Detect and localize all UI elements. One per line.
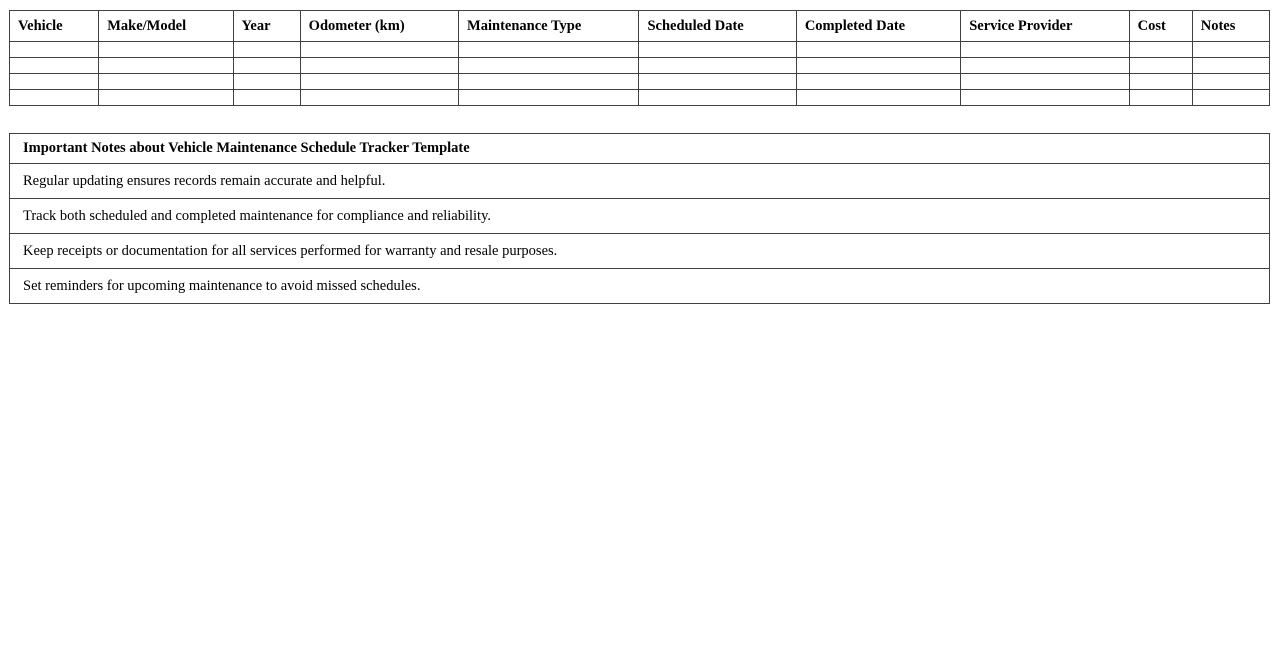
cell-vehicle[interactable] bbox=[10, 90, 99, 106]
note-item-1: Regular updating ensures records remain accurate and helpful. bbox=[10, 164, 1270, 199]
note-item-4: Set reminders for upcoming maintenance to avoid missed schedules. bbox=[10, 269, 1270, 304]
cell-notes[interactable] bbox=[1192, 90, 1269, 106]
cell-odometer[interactable] bbox=[300, 42, 458, 58]
cell-make-model[interactable] bbox=[99, 42, 233, 58]
cell-scheduled-date[interactable] bbox=[639, 90, 796, 106]
cell-notes[interactable] bbox=[1192, 42, 1269, 58]
cell-make-model[interactable] bbox=[99, 90, 233, 106]
list-item bbox=[10, 269, 1270, 304]
cell-service-provider[interactable] bbox=[961, 74, 1129, 90]
cell-year[interactable] bbox=[233, 74, 300, 90]
cell-notes[interactable] bbox=[1192, 58, 1269, 74]
column-header-service-provider: Service Provider bbox=[961, 11, 1129, 42]
cell-year[interactable] bbox=[233, 58, 300, 74]
column-header-year: Year bbox=[233, 11, 300, 42]
cell-odometer[interactable] bbox=[300, 90, 458, 106]
cell-vehicle[interactable] bbox=[10, 42, 99, 58]
cell-completed-date[interactable] bbox=[796, 90, 960, 106]
cell-cost[interactable] bbox=[1129, 74, 1192, 90]
cell-service-provider[interactable] bbox=[961, 58, 1129, 74]
log-table-body bbox=[10, 42, 1270, 106]
table-row[interactable] bbox=[10, 58, 1270, 74]
cell-vehicle[interactable] bbox=[10, 58, 99, 74]
cell-notes[interactable] bbox=[1192, 74, 1269, 90]
column-header-scheduled-date: Scheduled Date bbox=[639, 11, 796, 42]
notes-heading-row bbox=[10, 134, 1270, 164]
cell-completed-date[interactable] bbox=[796, 58, 960, 74]
cell-year[interactable] bbox=[233, 42, 300, 58]
column-header-cost: Cost bbox=[1129, 11, 1192, 42]
column-header-make-model: Make/Model bbox=[99, 11, 233, 42]
log-header-row bbox=[10, 11, 1270, 42]
cell-completed-date[interactable] bbox=[796, 42, 960, 58]
column-header-notes: Notes bbox=[1192, 11, 1269, 42]
cell-maintenance-type[interactable] bbox=[459, 90, 639, 106]
vehicle-maintenance-log-container bbox=[9, 10, 1270, 106]
log-table-header bbox=[10, 11, 1270, 42]
table-row[interactable] bbox=[10, 74, 1270, 90]
note-item-3: Keep receipts or documentation for all services performed for warranty and resale purposes. bbox=[10, 234, 1270, 269]
important-notes-container bbox=[9, 133, 1270, 304]
list-item bbox=[10, 199, 1270, 234]
list-item bbox=[10, 234, 1270, 269]
cell-scheduled-date[interactable] bbox=[639, 74, 796, 90]
cell-maintenance-type[interactable] bbox=[459, 74, 639, 90]
cell-year[interactable] bbox=[233, 90, 300, 106]
cell-maintenance-type[interactable] bbox=[459, 42, 639, 58]
important-notes-table bbox=[9, 133, 1270, 304]
cell-make-model[interactable] bbox=[99, 74, 233, 90]
cell-vehicle[interactable] bbox=[10, 74, 99, 90]
cell-service-provider[interactable] bbox=[961, 90, 1129, 106]
cell-cost[interactable] bbox=[1129, 58, 1192, 74]
important-notes-body bbox=[10, 134, 1270, 304]
column-header-completed-date: Completed Date bbox=[796, 11, 960, 42]
column-header-vehicle: Vehicle bbox=[10, 11, 99, 42]
note-item-2: Track both scheduled and completed maintenance for compliance and reliability. bbox=[10, 199, 1270, 234]
vehicle-maintenance-log-table bbox=[9, 10, 1270, 106]
cell-make-model[interactable] bbox=[99, 58, 233, 74]
cell-service-provider[interactable] bbox=[961, 42, 1129, 58]
cell-scheduled-date[interactable] bbox=[639, 58, 796, 74]
list-item bbox=[10, 164, 1270, 199]
cell-cost[interactable] bbox=[1129, 90, 1192, 106]
table-row[interactable] bbox=[10, 90, 1270, 106]
cell-cost[interactable] bbox=[1129, 42, 1192, 58]
column-header-maintenance-type: Maintenance Type bbox=[459, 11, 639, 42]
cell-scheduled-date[interactable] bbox=[639, 42, 796, 58]
table-row[interactable] bbox=[10, 42, 1270, 58]
cell-maintenance-type[interactable] bbox=[459, 58, 639, 74]
cell-odometer[interactable] bbox=[300, 74, 458, 90]
cell-completed-date[interactable] bbox=[796, 74, 960, 90]
column-header-odometer: Odometer (km) bbox=[300, 11, 458, 42]
cell-odometer[interactable] bbox=[300, 58, 458, 74]
important-notes-heading: Important Notes about Vehicle Maintenance Schedule Tracker Template bbox=[10, 134, 1270, 164]
